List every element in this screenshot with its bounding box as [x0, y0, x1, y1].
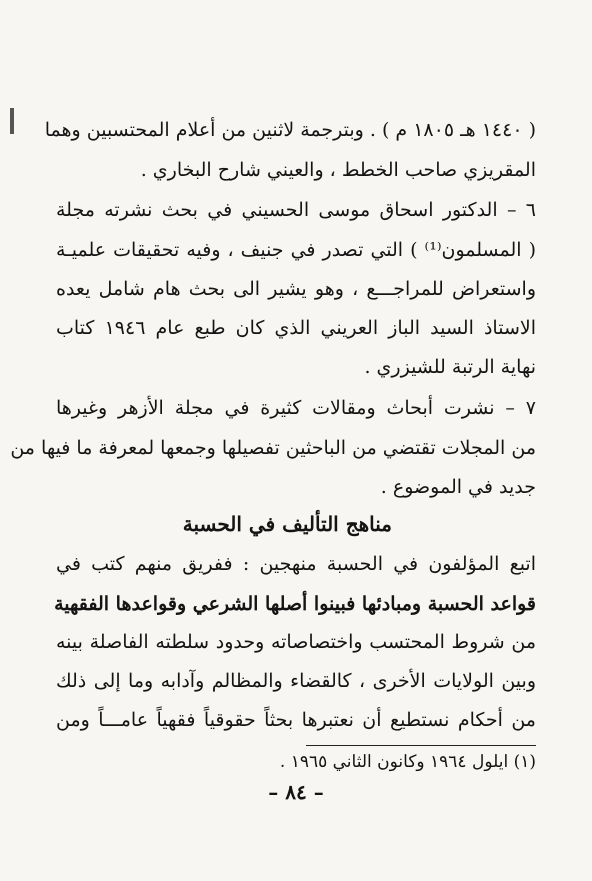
text-line: من شروط المحتسب واختصاصاته وحدود سلطته الفاصلة بينه [56, 631, 536, 653]
text-line: من المجلات تقتضي من الباحثين تفصيلها وجمعها لمعرفة ما فيها من [10, 437, 536, 459]
text-line: قواعد الحسبة ومبادئها فبينوا أصلها الشرعي وقواعدها الفقهية [54, 593, 536, 615]
text-line: ٦ – الدكتور اسحاق موسى الحسيني في بحث نشرته مجلة [56, 199, 536, 221]
text-line: نهاية الرتبة للشيزري . [364, 356, 536, 378]
text-line: اتبع المؤلفون في الحسبة منهجين : ففريق منهم كتب في [56, 553, 536, 575]
text-line: ( ١٤٤٠ هـ ١٨٠٥ م ) . وبترجمة لاثنين من أعلام المحتسبين وهما [44, 119, 536, 141]
text-line: ( المسلمون⁽¹⁾ ) التي تصدر في جنيف ، وفيه تحقيقات علميـة [56, 239, 536, 261]
text-line: جديد في الموضوع . [380, 476, 536, 498]
text-line: المقريزي صاحب الخطط ، والعيني شارح البخاري . [140, 159, 536, 181]
section-heading: مناهج التأليف في الحسبة [182, 512, 392, 536]
text-line: وبين الولايات الأخرى ، كالقضاء والمظالم وآدابه وما إلى ذلك [56, 670, 536, 692]
text-line: ٧ – نشرت أبحاث ومقالات كثيرة في مجلة الأزهر وغيرها [56, 397, 536, 419]
footnote: (١) ايلول ١٩٦٤ وكانون الثاني ١٩٦٥ . [279, 752, 536, 772]
page-number: – ٨٤ – [268, 780, 324, 804]
scan-edge-mark [10, 108, 14, 134]
text-line: واستعراض للمراجـــع ، وهو يشير الى بحث هام شامل يعده [56, 278, 536, 300]
text-line: الاستاذ السيد الباز العريني الذي كان طبع عام ١٩٤٦ كتاب [56, 317, 536, 339]
text-line: من أحكام نستطيع أن نعتبرها بحثاً حقوقياً فقهياً عامـــاً ومن [56, 709, 536, 731]
footnote-divider [306, 745, 536, 746]
